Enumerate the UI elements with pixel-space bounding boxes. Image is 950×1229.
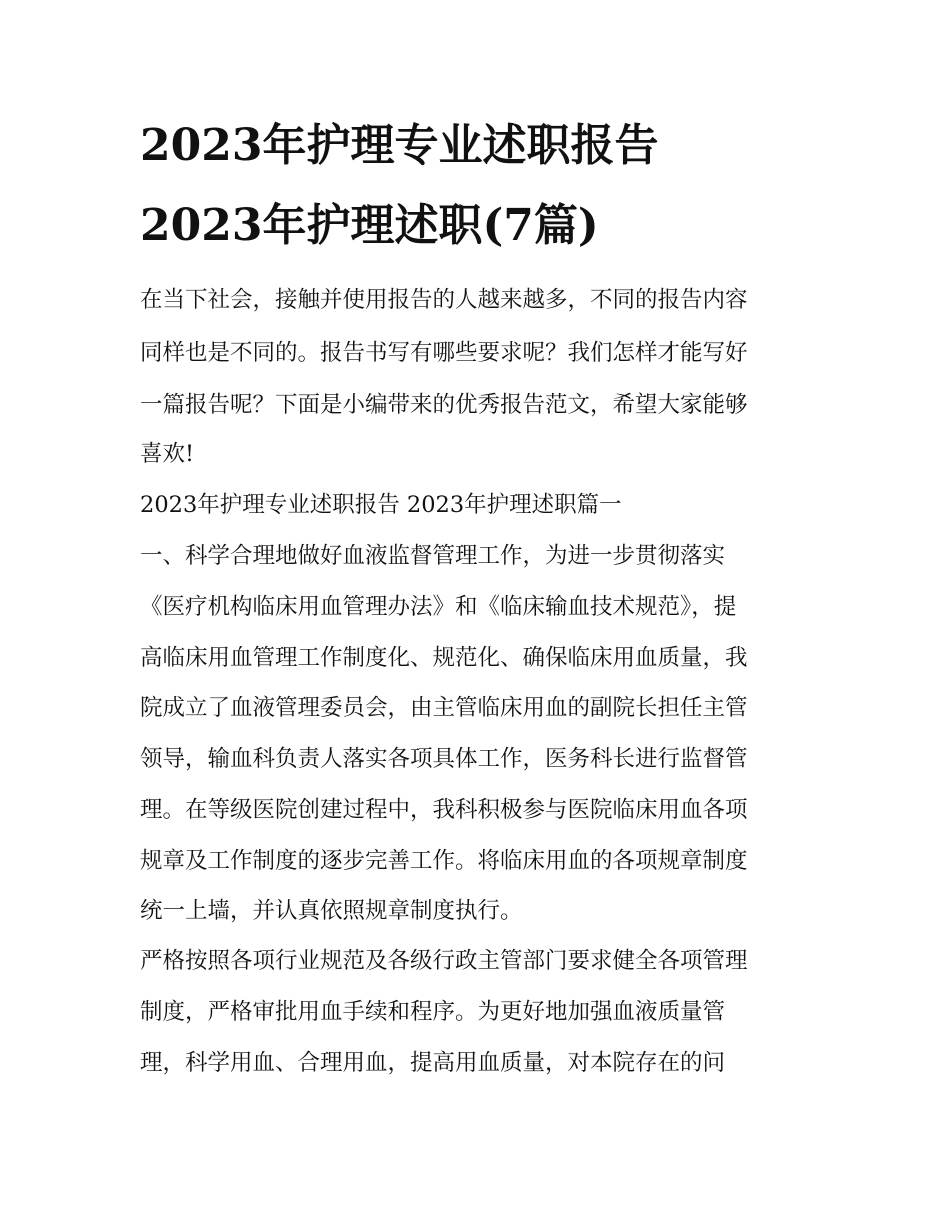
body-line-9: 严格按照各项行业规范及各级行政主管部门要求健全各项管理 [140, 948, 748, 974]
section-heading: 2023年护理专业述职报告 2023年护理述职篇一 [140, 492, 622, 518]
body-line-3: 高临床用血管理工作制度化、规范化、确保临床用血质量，我 [140, 645, 748, 671]
body-line-1: 一、科学合理地做好血液监督管理工作，为进一步贯彻落实 [140, 543, 726, 569]
body-line-6: 理。在等级医院创建过程中，我科积极参与医院临床用血各项 [140, 797, 748, 823]
intro-line-4: 喜欢! [140, 441, 195, 467]
intro-line-2: 同样也是不同的。报告书写有哪些要求呢？我们怎样才能写好 [140, 340, 748, 366]
intro-line-1: 在当下社会，接触并使用报告的人越来越多，不同的报告内容 [140, 287, 748, 313]
document-title-line-1: 2023年护理专业述职报告 [140, 120, 659, 171]
body-line-2: 《医疗机构临床用血管理办法》和《临床输血技术规范》，提 [140, 594, 737, 620]
body-line-5: 领导，输血科负责人落实各项具体工作，医务科长进行监督管 [140, 746, 748, 772]
body-line-4: 院成立了血液管理委员会，由主管临床用血的副院长担任主管 [140, 695, 748, 721]
document-title-line-2: 2023年护理述职(7篇) [140, 200, 599, 251]
body-line-10: 制度，严格审批用血手续和程序。为更好地加强血液质量管 [140, 999, 726, 1025]
body-line-11: 理，科学用血、合理用血，提高用血质量，对本院存在的问 [140, 1050, 726, 1076]
intro-line-3: 一篇报告呢？下面是小编带来的优秀报告范文，希望大家能够 [140, 392, 748, 418]
body-line-7: 规章及工作制度的逐步完善工作。将临床用血的各项规章制度 [140, 848, 748, 874]
body-line-8: 统一上墙，并认真依照规章制度执行。 [140, 898, 523, 924]
